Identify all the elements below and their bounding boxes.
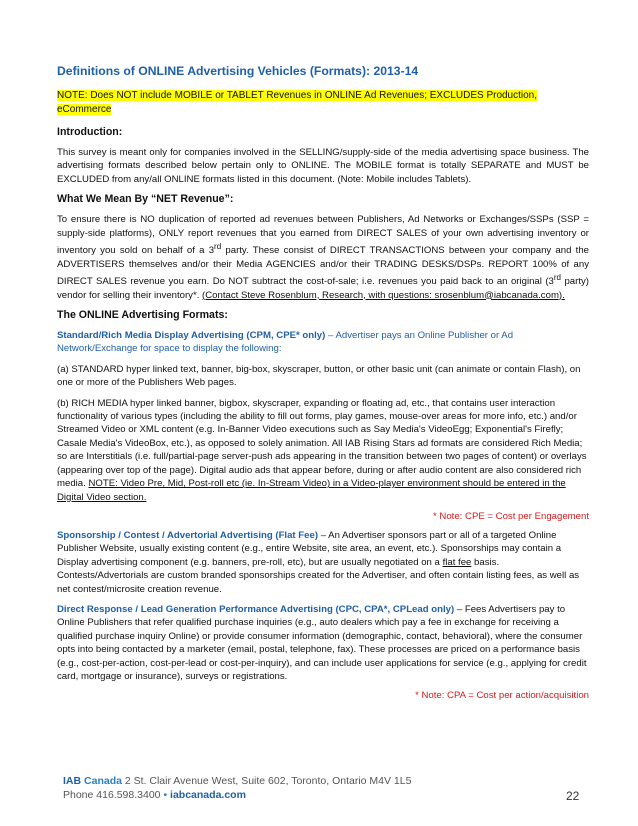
sponsorship-label: Sponsorship / Contest / Advertorial Advertising (Flat Fee): [57, 529, 319, 541]
contact-link[interactable]: (Contact Steve Rosenblum, Research, with questions: srosenblum@iabcanada.com).: [202, 289, 565, 301]
display-label: Standard/Rich Media Display Advertising (CPM, CPE* only): [57, 330, 326, 342]
direct-response-label: Direct Response / Lead Generation Performance Advertising (CPC, CPA*, CPLead only): [57, 603, 455, 615]
document-page: [57, 64, 589, 708]
intro-paragraph: This survey is meant only for companies involved in the SELLING/supply-side of the media advertising space business. The advertising formats described below pertain only to ONLINE. The MOBILE format is totally SEPARATE and MUST be EXCLUDED from any/all ONLINE formats listed in this document. (Note: Mobile includes Tablets).: [57, 147, 589, 185]
formats-heading: The ONLINE Advertising Formats:: [57, 309, 228, 322]
intro-heading: Introduction:: [57, 126, 123, 138]
page-footer: [63, 774, 411, 802]
display-standard-paragraph: (a) STANDARD hyper linked text, banner, big-box, skyscraper, button, or other basic unit (can animate or contain Flash), on one or more of the Publishers Web pages.: [57, 363, 581, 389]
sponsorship-desc: – An Advertiser sponsors part or all of a targeted Online Publisher Website, usually existing content (e.g., entire Website, site area, an event, etc.). Sponsorships may contain a Display advertising component (e.g. banners, pre-roll, etc), but are usually negotiated on a: [57, 529, 562, 568]
footer-org-canada: Canada: [84, 775, 122, 787]
sponsorship-paragraph: [57, 529, 589, 596]
net-revenue-heading: What We Mean By “NET Revenue”:: [57, 193, 234, 206]
rich-media-text: (b) RICH MEDIA hyper linked banner, bigbox, skyscraper, expanding or floating ad, etc., that contains user interaction functionality of various types (including the ability to fill out forms, play games, mouse-over areas for more info, etc.) and/or Streamed Video or XML content (e.g. In-Banner Video executions such as Say Media's VideoEgg; Exponential's Firefly; Casale Media's VideoBox, etc.), as opposed to solely animation. All IAB Rising Stars ad formats are considered Rich Media; so are Interstitials (i.e. full/partial-page server-push ads appearing in the transition between two pages of content) or overlays (appearing over top of the page). Digital audio ads that appear before, during or after audio content are also considered rich media.: [57, 397, 587, 490]
video-note: NOTE: Video Pre, Mid, Post-roll etc (ie. In-Stream Video) in a Video-player environment should be entered in the Digital Video section.: [57, 478, 566, 503]
page-number: 22: [566, 789, 580, 803]
display-desc: – Advertiser pays an Online Publisher or Ad Network/Exchange for space to display the following:: [57, 330, 514, 355]
net-revenue-text-1: To ensure there is NO duplication of reported ad revenues between Publishers, Ad Networks or Exchanges/SSPs (SSP = supply-side platforms), ONLY report revenues that you earned from DIRECT SALES of your own advertising inventory or inventory you sold on behalf of a 3: [57, 214, 589, 257]
display-paragraph: [57, 329, 589, 356]
footer-bullet-icon: •: [163, 789, 168, 801]
footer-contact-line: [63, 788, 411, 802]
direct-response-desc: – Fees Advertisers pay to Online Publishers that refer qualified purchase inquiries (e.g., auto dealers which pay a fee in exchange for receiving a qualified purchase inquiry Online) or provide consumer information (demographic, contact, behavioral), where the consumer opts into being contacted by a marketer (email, postal, telephone, fax). These processes are priced on a performance basis (e.g., cost-per-action, cost-per-lead or cost-per-inquiry), and can include user applications for service (e.g., applying for credit card, mortgage or insurance), surveys or registrations.: [57, 603, 587, 682]
highlighted-note: [57, 89, 589, 117]
direct-response-paragraph: [57, 603, 589, 683]
page-title: Definitions of ONLINE Advertising Vehicles (Formats): 2013-14: [57, 64, 419, 78]
footer-address: 2 St. Clair Avenue West, Suite 602, Toronto, Ontario M4V 1L5: [121, 775, 412, 787]
sponsorship-desc-2: basis. Contests/Advertorials are custom branded sponsorships created for the Advertiser, and often contain listing fees, as well as net contest/microsite creation revenue.: [57, 556, 580, 595]
footer-org-iab: IAB: [63, 775, 82, 787]
footer-website-link[interactable]: iabcanada.com: [170, 789, 246, 801]
footer-address-line: [63, 774, 411, 788]
superscript-rd-1: rd: [214, 242, 222, 252]
superscript-rd-2: rd: [553, 273, 562, 283]
net-revenue-text-2: party. These consist of DIRECT TRANSACTIONS between your company and the ADVERTISERS themselves and/or their Media AGENCIES and/or their TRADING DESKS/DSPs. REPORT 100% of any DIRECT SALES revenue you earn. Do NOT subtract the cost-of-sale; i.e. revenues you paid back to an original (3: [57, 245, 589, 288]
cpa-note: * Note: CPA = Cost per action/acquisition: [415, 690, 589, 702]
display-rich-media-paragraph: [57, 397, 589, 504]
net-revenue-paragraph: [57, 213, 589, 302]
flat-fee-text: flat fee: [442, 556, 472, 568]
cpe-note: * Note: CPE = Cost per Engagement: [433, 510, 589, 522]
net-revenue-text-3: party) vendor for selling their inventory*.: [57, 276, 589, 301]
highlighted-note-text: NOTE: Does NOT include MOBILE or TABLET Revenues in ONLINE Ad Revenues; EXCLUDES Production, eCommerce: [57, 90, 538, 115]
footer-phone: Phone 416.598.3400: [63, 789, 161, 801]
